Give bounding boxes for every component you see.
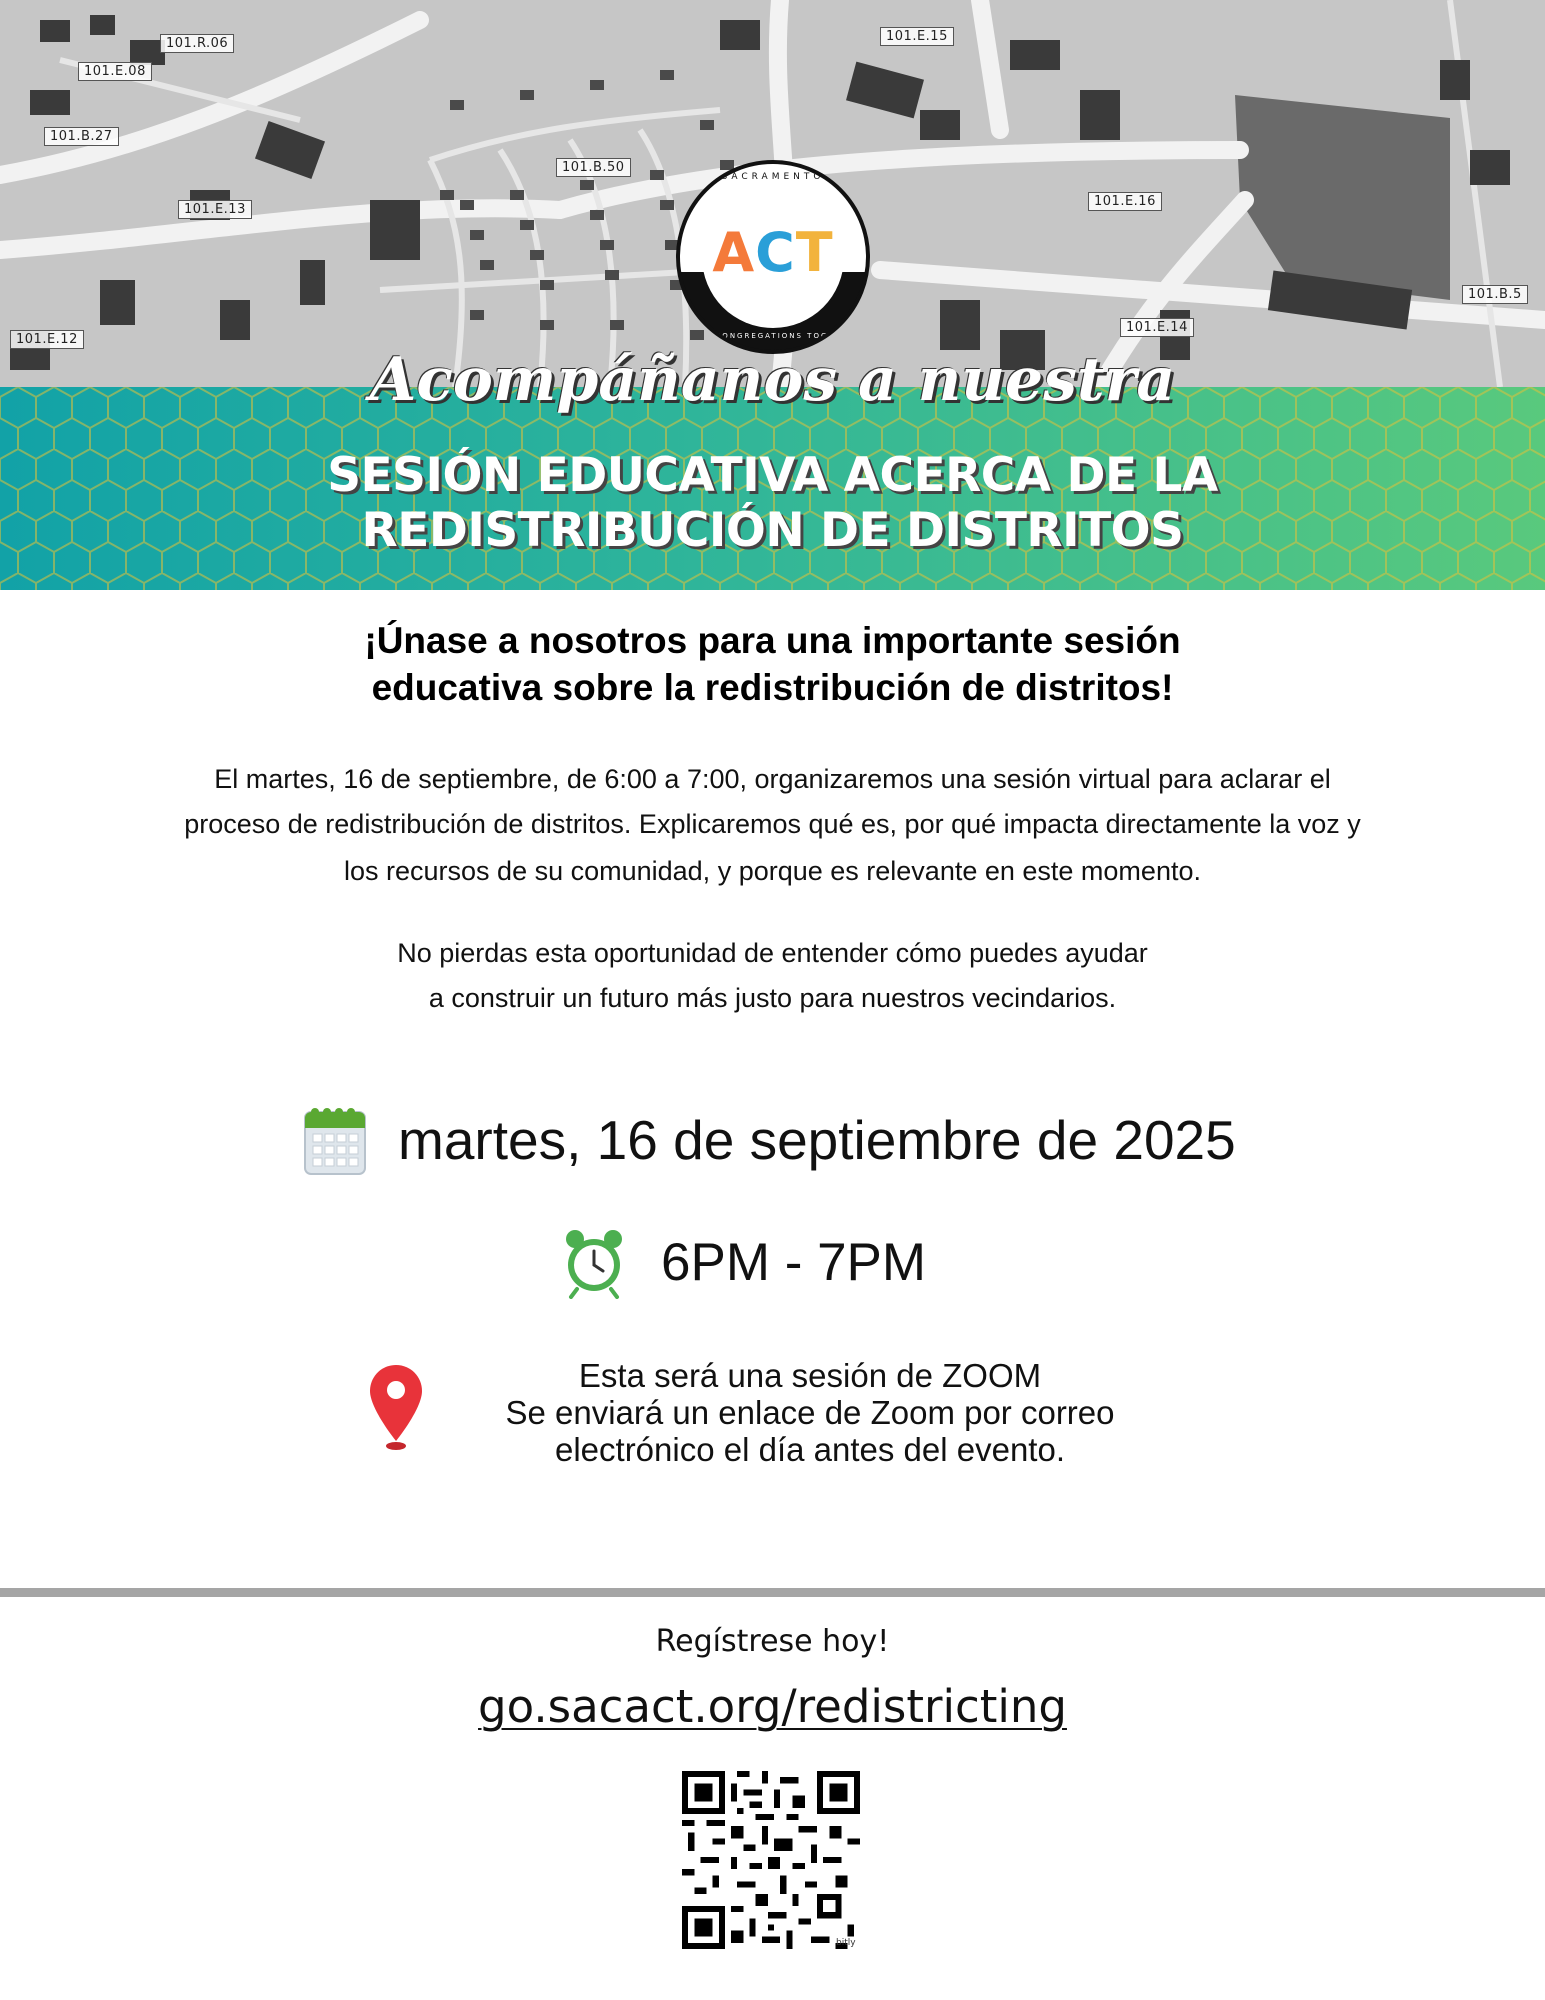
location-line2: Se enviará un enlace de Zoom por correo <box>505 1394 1115 1431</box>
logo-wordmark <box>680 221 866 284</box>
logo-letter-a: A <box>712 221 756 284</box>
description-line1: El martes, 16 de septiembre, de 6:00 a 7:00, organizaremos una sesión virtual para aclarar el <box>214 764 1331 794</box>
banner-script-title: Acompáñanos a nuestra <box>369 345 1176 415</box>
logo-letter-c: C <box>755 221 796 284</box>
description-line3: los recursos de su comunidad, y porque es relevante en este momento. <box>344 856 1201 886</box>
description-line2: proceso de redistribución de distritos. Explicaremos qué es, por qué impacta directamente la voz y <box>184 809 1361 839</box>
map-parcel-label: 101.E.15 <box>880 27 954 46</box>
location-line3: electrónico el día antes del evento. <box>554 1431 1065 1468</box>
headline-line1: ¡Únase a nosotros para una importante sesión <box>364 620 1181 661</box>
qr-brand-label: bitly <box>836 1938 856 1948</box>
act-logo <box>676 160 870 354</box>
event-time: 6PM - 7PM <box>661 1233 927 1292</box>
map-parcel-label: 101.E.16 <box>1088 192 1162 211</box>
alarm-clock-icon <box>563 1227 625 1299</box>
event-date: martes, 16 de septiembre de 2025 <box>398 1109 1236 1171</box>
description-line4: No pierdas esta oportunidad de entender cómo puedes ayudar <box>397 938 1148 968</box>
map-parcel-label: 101.E.13 <box>178 200 252 219</box>
map-parcel-label: 101.R.06 <box>160 34 234 53</box>
map-parcel-label: 101.B.50 <box>556 158 631 177</box>
logo-ring-bottom-text: AREA CONGREGATIONS TOGETHER <box>684 332 862 340</box>
map-parcel-label: 101.E.12 <box>10 330 84 349</box>
location-line1: Esta será una sesión de ZOOM <box>578 1357 1042 1394</box>
banner-title-line2: REDISTRIBUCIÓN DE DISTRITOS <box>361 503 1184 558</box>
registration-link[interactable]: go.sacact.org/redistricting <box>478 1680 1067 1733</box>
qr-code[interactable] <box>682 1771 860 1949</box>
logo-letter-t: T <box>795 221 834 284</box>
map-parcel-label: 101.B.27 <box>44 127 119 146</box>
map-parcel-label: 101.B.5 <box>1462 285 1528 304</box>
logo-ring-top-text: SACRAMENTO <box>721 172 825 182</box>
map-parcel-label: 101.E.08 <box>78 62 152 81</box>
map-pin-icon <box>368 1363 424 1451</box>
banner-title-line1: SESIÓN EDUCATIVA ACERCA DE LA <box>327 448 1218 503</box>
map-parcel-label: 101.E.14 <box>1120 318 1194 337</box>
register-label: Regístrese hoy! <box>655 1624 890 1659</box>
calendar-icon <box>303 1104 367 1176</box>
footer-divider <box>0 1588 1545 1597</box>
description-line5: a construir un futuro más justo para nuestros vecindarios. <box>428 983 1117 1013</box>
headline-line2: educativa sobre la redistribución de distritos! <box>371 667 1174 708</box>
